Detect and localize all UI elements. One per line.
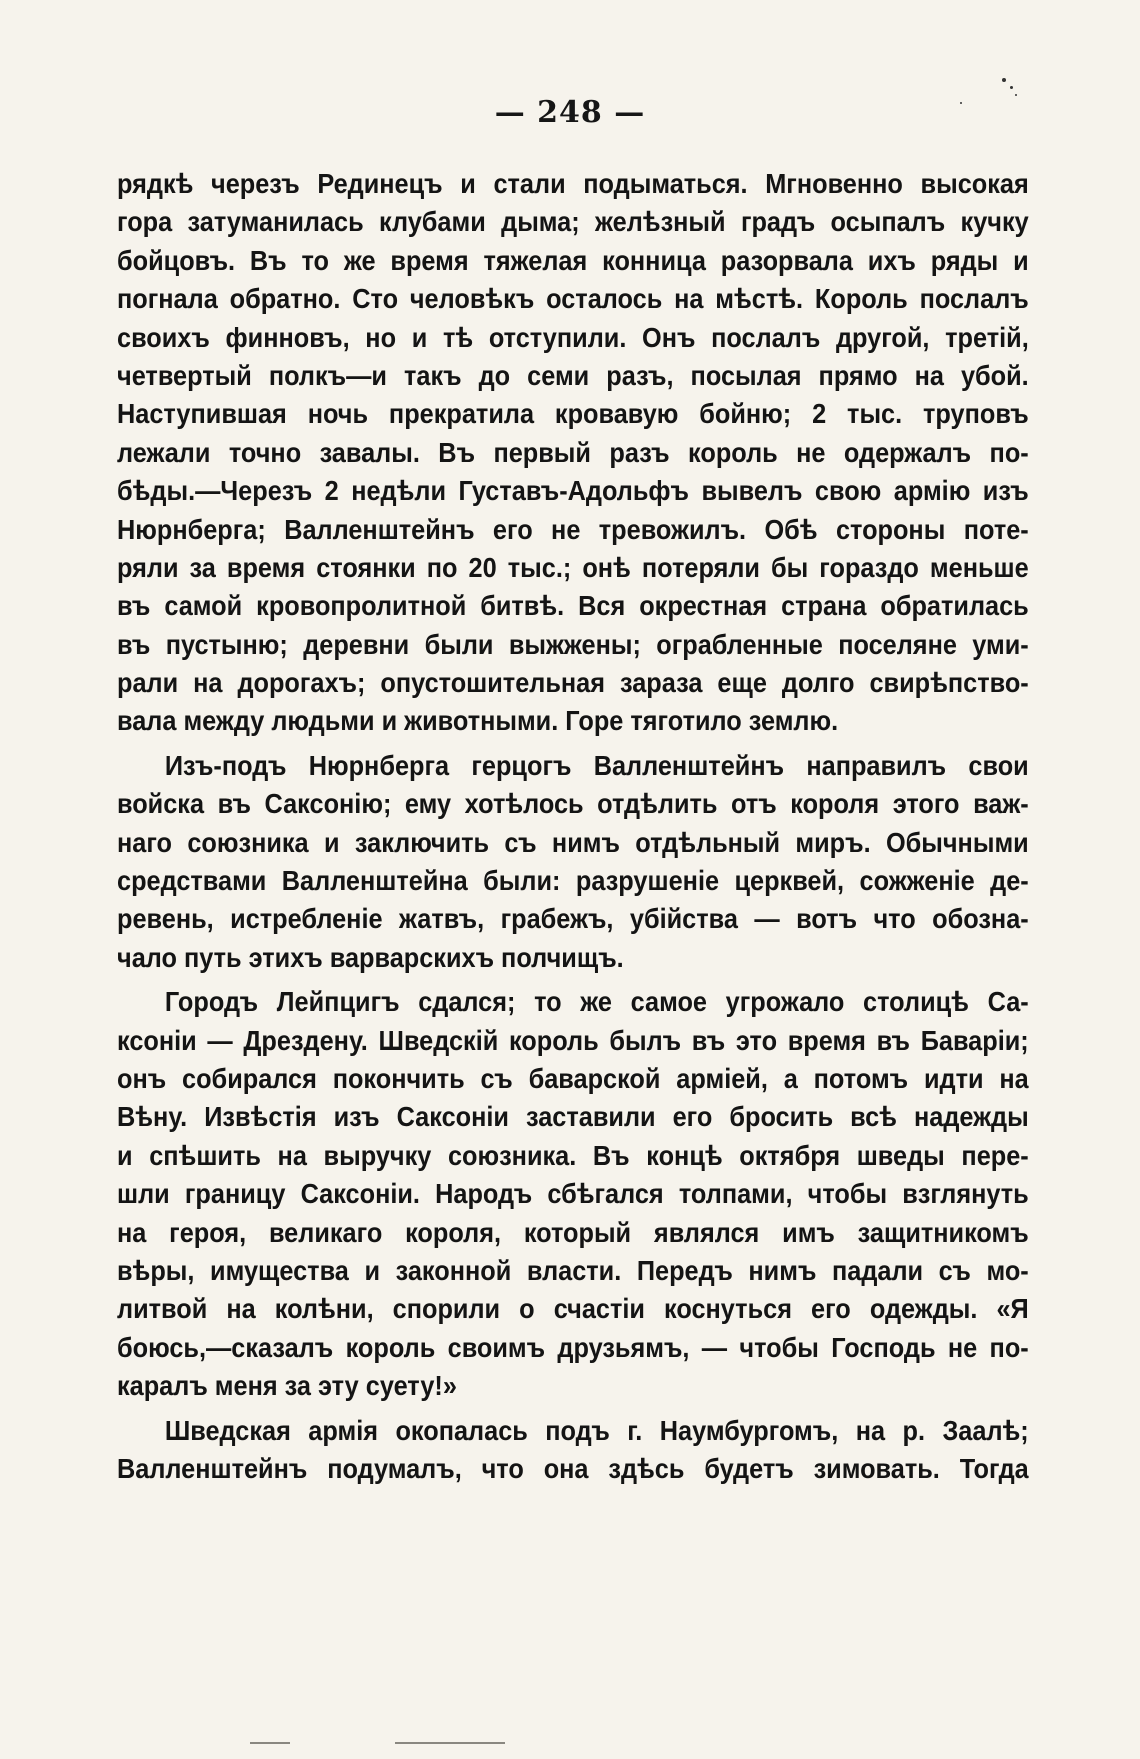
text-line: боюсь,—сказалъ король своимъ друзьямъ, — чтобы Господь не по-: [117, 1331, 1029, 1363]
text-line: войска въ Саксонію; ему хотѣлось отдѣлить отъ короля этого важ-: [117, 788, 1029, 820]
text-line: Вѣну. Извѣстія изъ Саксоніи заставили его бросить всѣ надежды: [117, 1101, 1029, 1133]
text-line: Городъ Лейпцигъ сдался; то же самое угрожало столицѣ Са-: [164, 986, 1029, 1018]
paragraph: [117, 983, 1029, 1405]
text-line: ряли за время стоянки по 20 тыс.; онѣ потеряли бы гораздо меньше: [117, 551, 1029, 583]
page-number: — 248 —: [494, 95, 646, 130]
text-line: наго союзника и заключить съ нимъ отдѣльный миръ. Обычными: [117, 826, 1029, 858]
text-line: и спѣшить на выручку союзника. Въ концѣ октября шведы пере-: [117, 1139, 1029, 1171]
text-line: четвертый полкъ—и такъ до семи разъ, посылая прямо на убой.: [117, 359, 1029, 391]
paragraph: [117, 1412, 1029, 1489]
text-line: каралъ меня за эту суету!»: [117, 1370, 457, 1402]
text-line: въ пустыню; деревни были выжжены; ограбленные поселяне уми-: [117, 628, 1029, 660]
text-line: своихъ финновъ, но и тѣ отступили. Онъ послалъ другой, третій,: [117, 321, 1029, 353]
text-line: Наступившая ночь прекратила кровавую бойню; 2 тыс. труповъ: [117, 398, 1029, 430]
paragraph: [117, 747, 1029, 977]
text-line: бойцовъ. Въ то же время тяжелая конница разорвала ихъ ряды и: [117, 244, 1029, 276]
text-line: Шведская армія окопалась подъ г. Наумбургомъ, на р. Заалѣ;: [164, 1414, 1029, 1446]
text-line: на героя, великаго короля, который являлся имъ защитникомъ: [117, 1216, 1029, 1248]
text-line: лежали точно завалы. Въ первый разъ король не одержалъ по-: [117, 436, 1029, 468]
text-line: онъ собирался покончить съ баварской арміей, а потомъ идти на: [117, 1062, 1029, 1094]
text-line: вала между людьми и животными. Горе тяготило землю.: [117, 705, 839, 737]
ink-speck: [1010, 86, 1013, 89]
text-line: погнала обратно. Сто человѣкъ осталось на мѣстѣ. Король послалъ: [117, 283, 1029, 315]
bottom-rule: [250, 1742, 290, 1744]
text-line: бѣды.—Черезъ 2 недѣли Густавъ-Адольфъ вывелъ свою армію изъ: [117, 475, 1029, 507]
text-line: чало путь этихъ варварскихъ полчищъ.: [117, 941, 624, 973]
body-text: [117, 165, 1029, 1488]
text-line: ксоніи — Дрездену. Шведскій король былъ въ это время въ Баваріи;: [117, 1024, 1029, 1056]
bottom-rule: [395, 1742, 505, 1744]
text-line: шли границу Саксоніи. Народъ сбѣгался толпами, чтобы взглянуть: [117, 1178, 1029, 1210]
text-line: ревень, истребленіе жатвъ, грабежъ, убійства — вотъ что обозна-: [117, 903, 1029, 935]
text-line: въ самой кровопролитной битвѣ. Вся окрестная страна обратилась: [117, 590, 1029, 622]
paragraph: [117, 165, 1029, 741]
ink-speck: [1002, 78, 1006, 82]
text-line: гора затуманилась клубами дыма; желѣзный градъ осыпалъ кучку: [117, 206, 1029, 238]
text-line: литвой на колѣни, спорили о счастіи коснуться его одежды. «Я: [117, 1293, 1029, 1325]
text-line: Валленштейнъ подумалъ, что она здѣсь будетъ зимовать. Тогда: [117, 1452, 1029, 1484]
ink-speck: [960, 102, 962, 104]
text-line: Нюрнберга; Валленштейнъ его не тревожилъ. Обѣ стороны поте-: [117, 513, 1029, 545]
text-line: рали на дорогахъ; опустошительная зараза еще долго свирѣпство-: [117, 667, 1029, 699]
text-line: средствами Валленштейна были: разрушеніе церквей, сожженіе де-: [117, 865, 1029, 897]
ink-speck: [1015, 94, 1017, 96]
text-line: Изъ-подъ Нюрнберга герцогъ Валленштейнъ направилъ свои: [164, 749, 1029, 781]
text-line: рядкѣ черезъ Рединецъ и стали подыматься. Мгновенно высокая: [117, 168, 1029, 199]
text-line: вѣры, имущества и законной власти. Передъ нимъ падали съ мо-: [117, 1254, 1029, 1286]
